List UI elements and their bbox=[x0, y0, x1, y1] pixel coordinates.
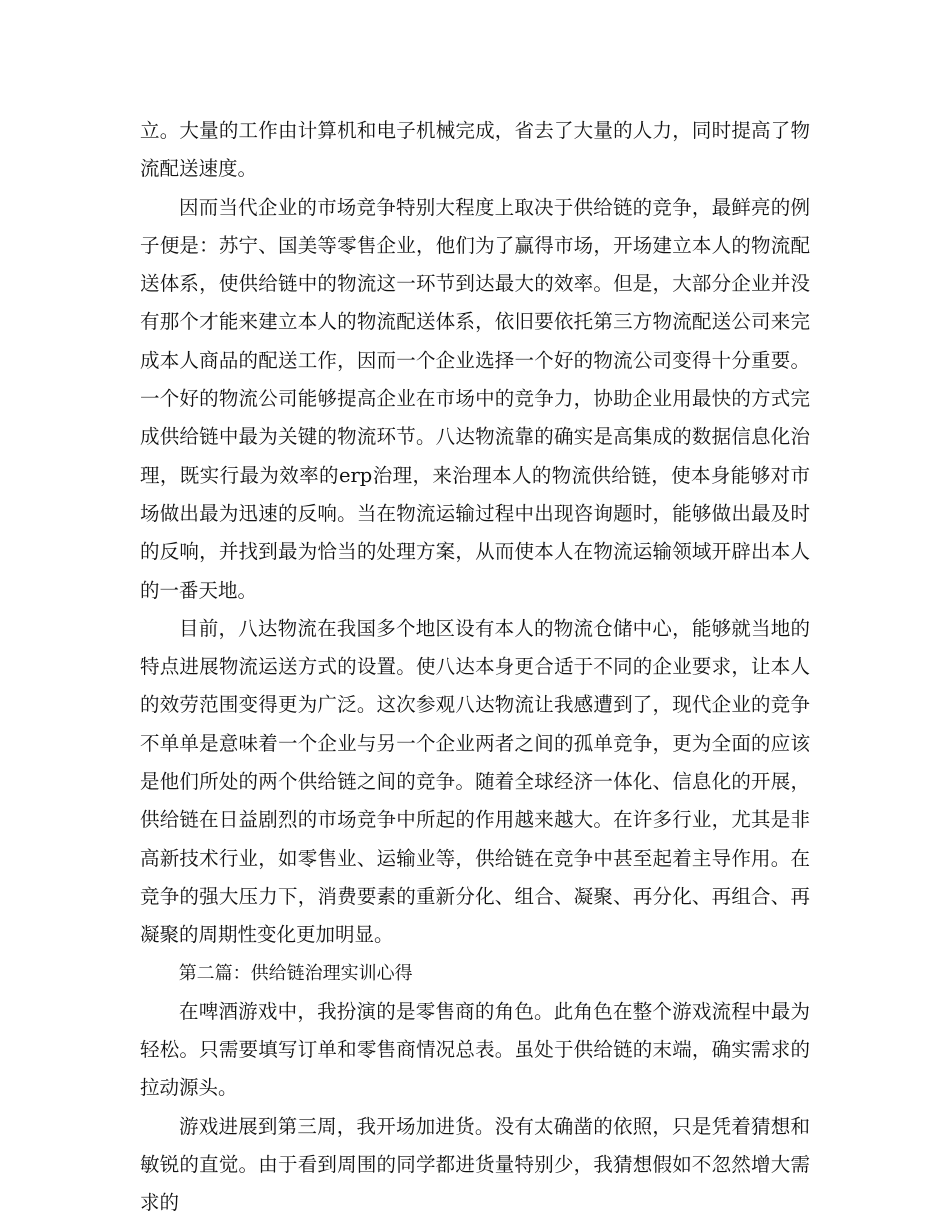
paragraph-beer-game-role: 在啤酒游戏中，我扮演的是零售商的角色。此角色在整个游戏流程中最为轻松。只需要填写订单和零售商情况总表。虽处于供给链的末端，确实需求的拉动源头。 bbox=[140, 999, 810, 1100]
paragraph-beer-game-week3: 游戏进展到第三周，我开场加进货。没有太确凿的依照，只是凭着猜想和敏锐的直觉。由于看到周围的同学都进货量特别少，我猜想假如不忽然增大需求的 bbox=[140, 1114, 810, 1215]
paragraph-supply-chain-competition: 因而当代企业的市场竞争特别大程度上取决于供给链的竞争，最鲜亮的例子便是：苏宁、国美等零售企业，他们为了赢得市场，开场建立本人的物流配送体系，使供给链中的物流这一环节到达最大的效率。但是，大部分企业并没有那个才能来建立本人的物流配送体系，依旧要依托第三方物流配送公司来完成本人商品的配送工作，因而一个企业选择一个好的物流公司变得十分重要。一个好的物流公司能够提高企业在市场中的竞争力，协助企业用最快的方式完成供给链中最为关键的物流环节。八达物流靠的确实是高集成的数据信息化治理，既实行最为效率的erp治理，来治理本人的物流供给链，使本身能够对市场做出最为迅速的反响。当在物流运输过程中出现咨询题时，能够做出最及时的反响，并找到最为恰当的处理方案，从而使本人在物流运输领域开辟出本人的一番天地。 bbox=[140, 195, 810, 602]
section-heading: 第二篇：供给链治理实训心得 bbox=[178, 962, 413, 984]
document-body bbox=[140, 112, 810, 1223]
paragraph-bada-logistics: 目前，八达物流在我国多个地区设有本人的物流仓储中心，能够就当地的特点进展物流运送方式的设置。使八达本身更合适于不同的企业要求，让本人的效劳范围变得更为广泛。这次参观八达物流让我感遭到了，现代企业的竞争不单单是意味着一个企业与另一个企业两者之间的孤单竞争，更为全面的应该是他们所处的两个供给链之间的竞争。随着全球经济一体化、信息化的开展，供给链在日益剧烈的市场竞争中所起的作用越来越大。在许多行业，尤其是非高新技术行业，如零售业、运输业等，供给链在竞争中甚至起着主导作用。在竞争的强大压力下，消费要素的重新分化、组合、凝聚、再分化、再组合、再凝聚的周期性变化更加明显。 bbox=[140, 616, 810, 947]
paragraph-continuation: 立。大量的工作由计算机和电子机械完成，省去了大量的人力，同时提高了物流配送速度。 bbox=[140, 119, 810, 181]
